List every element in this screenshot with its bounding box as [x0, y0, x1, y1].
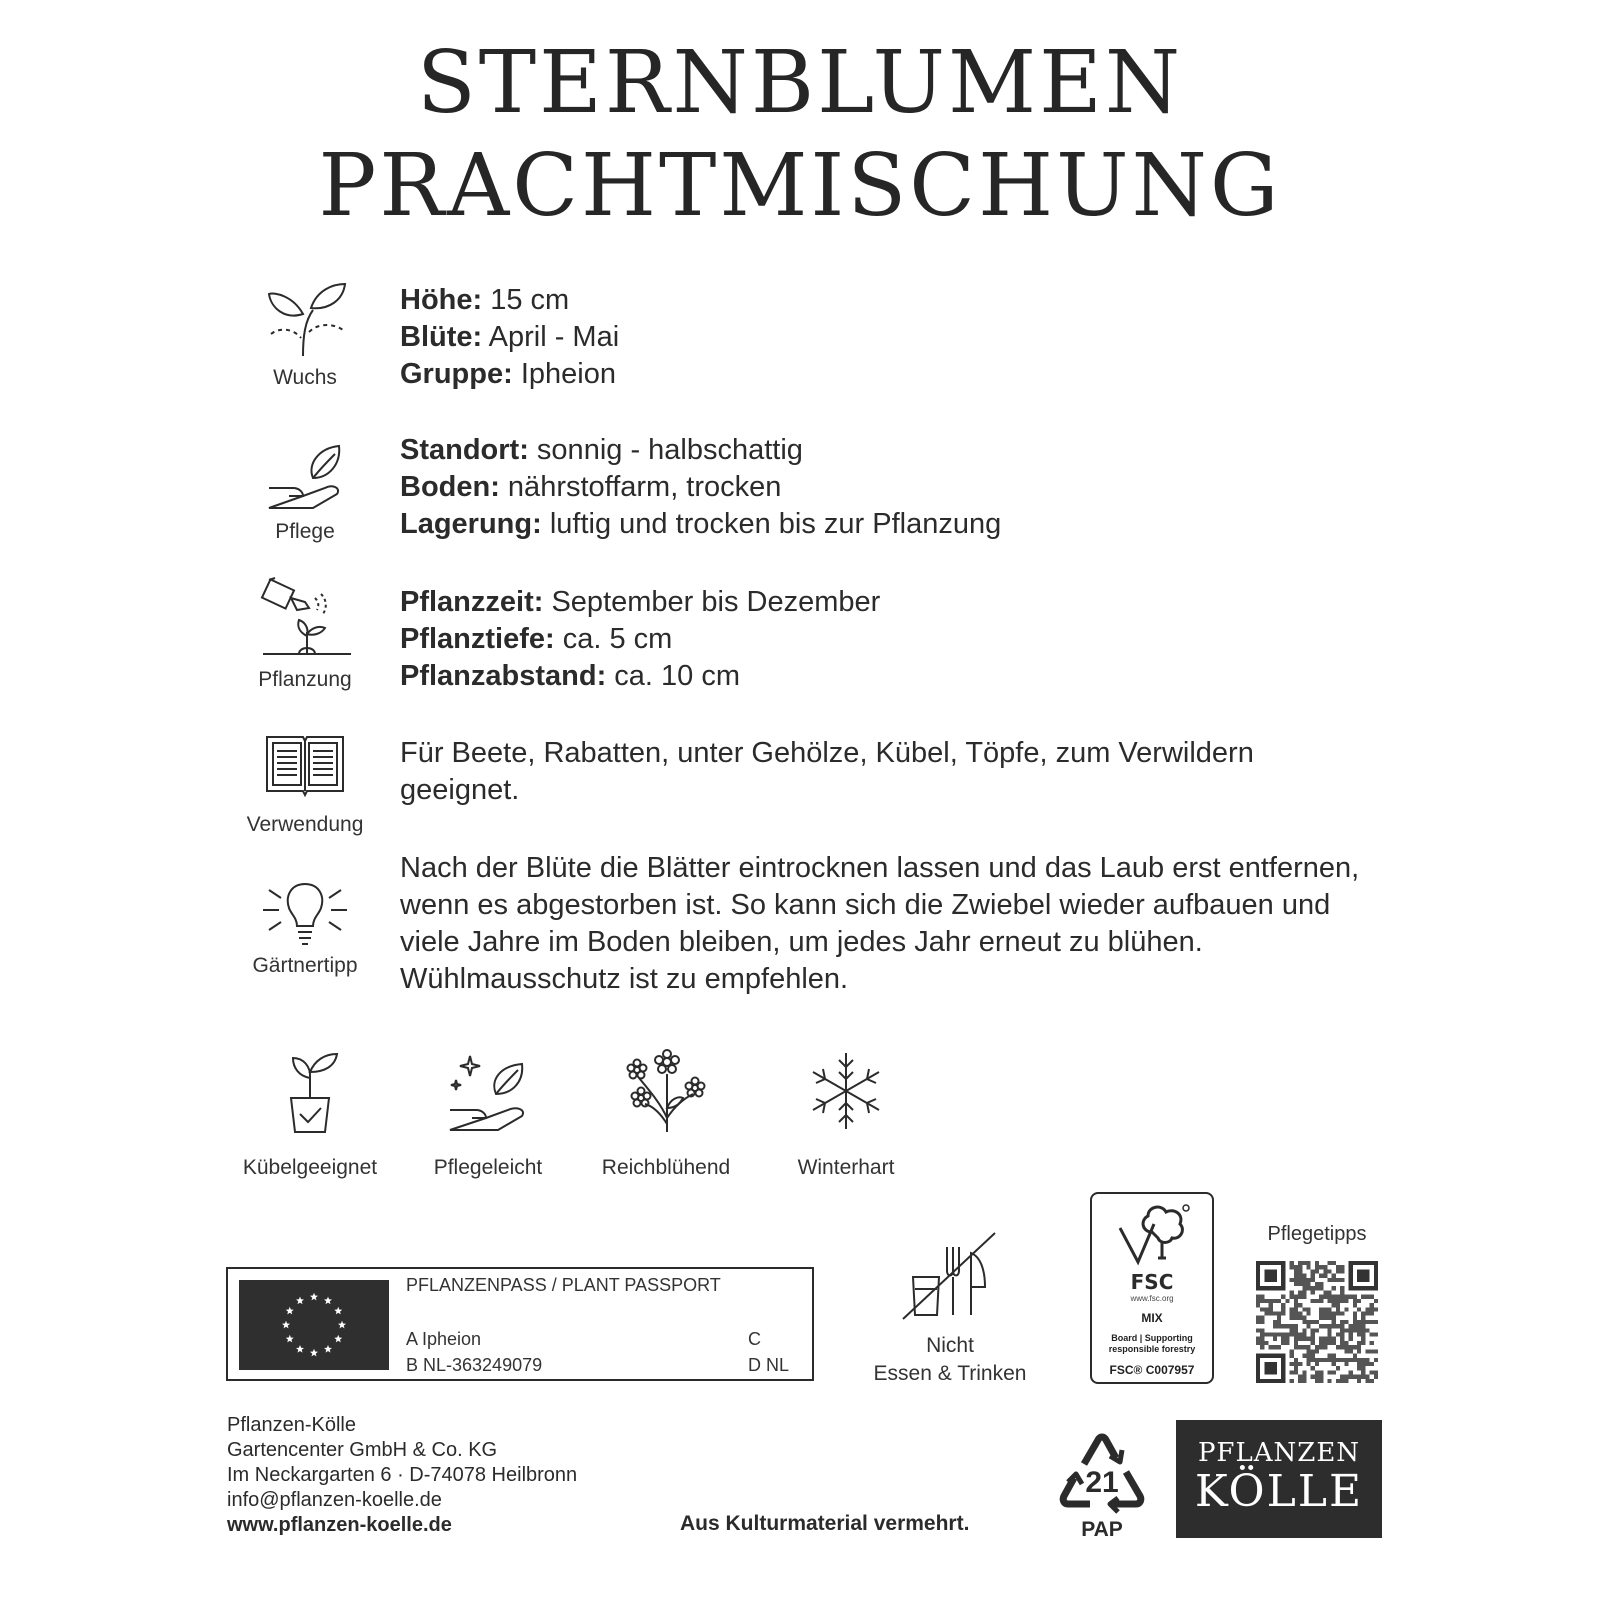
- feature-label: Pflegeleicht: [433, 1156, 543, 1179]
- plant-passport: [226, 1267, 814, 1381]
- not-edible-line1: Nicht: [926, 1334, 974, 1357]
- fsc-mix: MIX: [1141, 1311, 1163, 1325]
- pflanzung-text: [400, 584, 1360, 695]
- not-edible-line2: Essen & Trinken: [873, 1362, 1027, 1385]
- standort-line: [400, 432, 1360, 469]
- feature-pflegeleicht: [398, 1048, 578, 1180]
- pflanzzeit-line: [400, 584, 1360, 621]
- passport-d: D NL: [748, 1355, 790, 1375]
- address-website[interactable]: www.pflanzen-koelle.de: [227, 1514, 452, 1536]
- address-line1: Pflanzen-Kölle: [227, 1414, 356, 1436]
- pflanztiefe-line: [400, 621, 1360, 658]
- flower-bouquet-icon: [621, 1048, 711, 1134]
- lagerung-value: luftig und trocken bis zur Pflanzung: [541, 508, 1002, 540]
- feature-label: Reichblühend: [601, 1156, 731, 1179]
- passport-c: C: [748, 1329, 761, 1349]
- feature-label: Kübelgeeignet: [242, 1156, 378, 1179]
- bluete-key: Blüte:: [400, 321, 483, 353]
- address-email[interactable]: info@pflanzen-koelle.de: [227, 1489, 442, 1511]
- qr-label: Pflegetipps: [1267, 1223, 1367, 1245]
- fsc-label: [1090, 1192, 1214, 1384]
- pflanzabstand-key: Pflanzabstand:: [400, 660, 607, 692]
- eu-star: [324, 1345, 332, 1353]
- feature-winterhart: [756, 1048, 936, 1180]
- pflanzung-label: Pflanzung: [258, 668, 352, 691]
- eu-star: [334, 1335, 342, 1343]
- fsc-tree-icon: [1112, 1202, 1192, 1268]
- recycling-code: PAP: [1081, 1518, 1123, 1541]
- pflege-text: [400, 432, 1360, 543]
- hoehe-value: 15 cm: [482, 284, 570, 316]
- fsc-board: Board | Supporting responsible forestry: [1108, 1333, 1196, 1354]
- passport-b: B NL-363249079: [406, 1355, 543, 1375]
- lagerung-line: [400, 506, 1360, 543]
- company-address: [227, 1413, 577, 1538]
- sprout-icon: [263, 276, 347, 360]
- snowflake-icon: [804, 1048, 888, 1134]
- recycling-symbol: [1054, 1426, 1150, 1541]
- gruppe-key: Gruppe:: [400, 358, 513, 390]
- fsc-url: www.fsc.org: [1130, 1294, 1174, 1303]
- eu-star: [338, 1321, 346, 1329]
- pflanztiefe-key: Pflanztiefe:: [400, 623, 555, 655]
- feature-reichbluehend: [576, 1048, 756, 1180]
- book-icon: [263, 733, 347, 799]
- standort-key: Standort:: [400, 434, 529, 466]
- fsc-code: FSC® C007957: [1109, 1363, 1195, 1377]
- hoehe-key: Höhe:: [400, 284, 483, 316]
- no-food-icon: [895, 1227, 1005, 1327]
- tipp-label: Gärtnertipp: [252, 954, 358, 977]
- gruppe-line: [400, 356, 1360, 393]
- brand-line1: PFLANZEN: [1197, 1438, 1361, 1468]
- qr-code-icon[interactable]: [1256, 1261, 1378, 1383]
- verwendung-block: [230, 733, 380, 837]
- boden-line: [400, 469, 1360, 506]
- potted-plant-icon: [275, 1048, 345, 1134]
- lightbulb-icon: [259, 878, 351, 948]
- product-title-line1: STERNBLUMEN: [416, 33, 1184, 133]
- tipp-text: Nach der Blüte die Blätter eintrocknen lassen und das Laub erst entfernen, wenn es abgestorben ist. So kann sich die Zwiebel wieder aufbauen und viele Jahre im Boden bleiben, um jedes Jahr erneut zu blühen. Wühlmausschutz ist zu empfehlen.: [400, 852, 1360, 995]
- eu-star: [286, 1335, 294, 1343]
- watering-can-icon: [257, 576, 353, 662]
- passport-header: PFLANZENPASS / PLANT PASSPORT: [406, 1275, 721, 1295]
- eu-star: [286, 1307, 294, 1315]
- bluete-line: [400, 319, 1360, 356]
- pflege-label: Pflege: [275, 520, 335, 543]
- eu-star: [310, 1349, 318, 1357]
- wuchs-label: Wuchs: [273, 366, 337, 389]
- boden-key: Boden:: [400, 471, 500, 503]
- eu-star: [310, 1293, 318, 1301]
- hoehe-line: [400, 282, 1360, 319]
- address-line3: Im Neckargarten 6 · D-74078 Heilbronn: [227, 1464, 578, 1486]
- eu-flag-icon: [239, 1280, 389, 1370]
- recycling-number: 21: [1085, 1466, 1119, 1499]
- eu-star: [282, 1321, 290, 1329]
- standort-value: sonnig - halbschattig: [528, 434, 803, 466]
- hand-leaf-icon: [263, 442, 347, 514]
- sparkle-hand-icon: [446, 1048, 530, 1134]
- pflanzabstand-value: ca. 10 cm: [606, 660, 741, 692]
- lagerung-key: Lagerung:: [400, 508, 542, 540]
- pflege-block: [230, 442, 380, 544]
- address-line2: Gartencenter GmbH & Co. KG: [227, 1439, 498, 1461]
- gruppe-value: Ipheion: [512, 358, 616, 390]
- pflanzzeit-key: Pflanzzeit:: [400, 586, 544, 618]
- brand-logo: [1176, 1420, 1382, 1538]
- fsc-name: FSC: [1130, 1270, 1174, 1294]
- culture-note: Aus Kulturmaterial vermehrt.: [680, 1512, 970, 1535]
- eu-star: [296, 1345, 304, 1353]
- eu-star: [334, 1307, 342, 1315]
- pflanzung-block: [230, 576, 380, 692]
- passport-a: A Ipheion: [406, 1329, 482, 1349]
- not-edible-notice: [860, 1227, 1040, 1388]
- bluete-value: April - Mai: [482, 321, 620, 353]
- tipp-block: [230, 878, 380, 978]
- brand-line2: KÖLLE: [1194, 1466, 1364, 1517]
- feature-label: Winterhart: [797, 1156, 895, 1179]
- product-title-line2: PRACHTMISCHUNG: [318, 136, 1282, 236]
- pflanztiefe-value: ca. 5 cm: [554, 623, 673, 655]
- feature-kuebelgeeignet: [220, 1048, 400, 1180]
- pflanzabstand-line: [400, 658, 1360, 695]
- pflanzzeit-value: September bis Dezember: [543, 586, 881, 618]
- wuchs-block: [230, 276, 380, 390]
- verwendung-label: Verwendung: [246, 813, 364, 836]
- boden-value: nährstoffarm, trocken: [499, 471, 782, 503]
- wuchs-text: [400, 282, 1360, 393]
- verwendung-text: Für Beete, Rabatten, unter Gehölze, Kübel, Töpfe, zum Verwildern geeignet.: [400, 737, 1254, 806]
- eu-star: [296, 1297, 304, 1305]
- eu-star: [324, 1297, 332, 1305]
